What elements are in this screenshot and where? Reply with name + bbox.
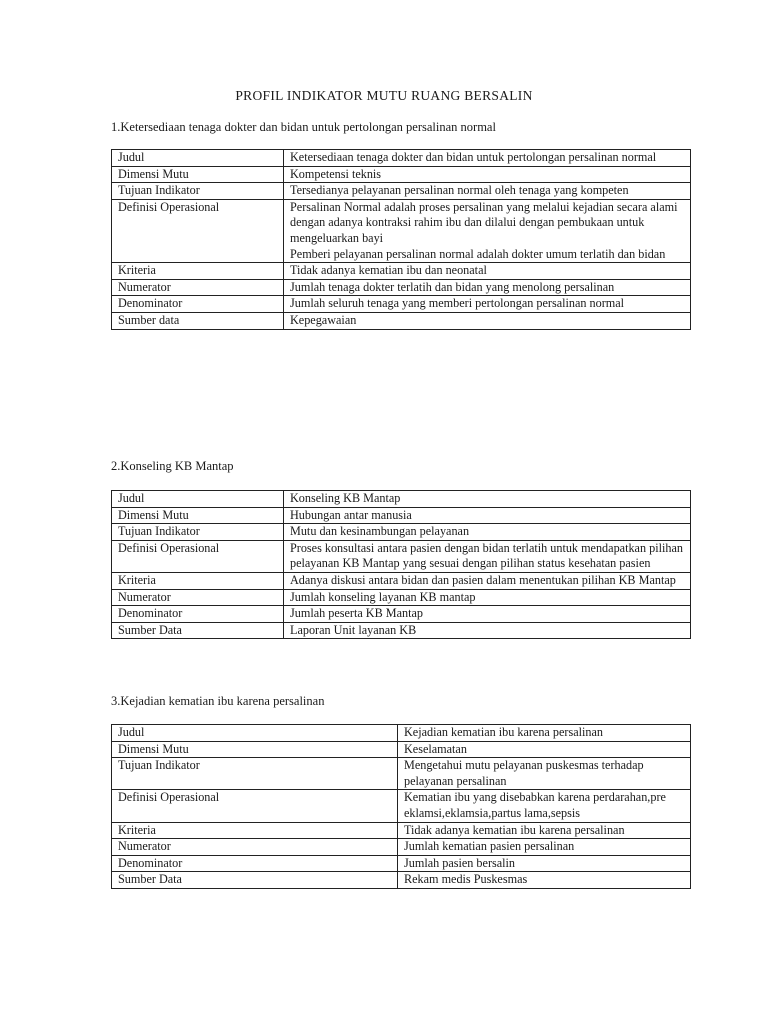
row-value: Tidak adanya kematian ibu dan neonatal	[284, 263, 691, 280]
row-label: Dimensi Mutu	[112, 741, 398, 758]
row-value: Kepegawaian	[284, 312, 691, 329]
table-row	[112, 279, 691, 296]
row-value: Mutu dan kesinambungan pelayanan	[284, 524, 691, 541]
row-value: Kejadian kematian ibu karena persalinan	[398, 725, 691, 742]
row-label: Judul	[112, 725, 398, 742]
row-label: Numerator	[112, 839, 398, 856]
table-row	[112, 491, 691, 508]
table-row	[112, 741, 691, 758]
section-heading-2: 2.Konseling KB Mantap	[111, 459, 234, 473]
document-title: PROFIL INDIKATOR MUTU RUANG BERSALIN	[235, 88, 533, 103]
row-value: Proses konsultasi antara pasien dengan bidan terlatih untuk mendapatkan pilihan pelayanan KB Mantap yang sesuai dengan pilihan status kesehatan pasien	[284, 540, 691, 572]
row-label: Dimensi Mutu	[112, 507, 284, 524]
table-row	[112, 150, 691, 167]
table-row	[112, 589, 691, 606]
table-row	[112, 790, 691, 822]
row-value: Jumlah seluruh tenaga yang memberi pertolongan persalinan normal	[284, 296, 691, 313]
row-label: Kriteria	[112, 822, 398, 839]
row-value: Persalinan Normal adalah proses persalinan yang melalui kejadian secara alami dengan adanya kontraksi rahim ibu dan dilalui dengan pembukaan untuk mengeluarkan bayi Pemberi pelayanan persalinan normal adalah dokter umum terlatih dan bidan	[284, 199, 691, 262]
row-label: Tujuan Indikator	[112, 524, 284, 541]
table-row	[112, 855, 691, 872]
row-label: Denominator	[112, 296, 284, 313]
row-value: Kompetensi teknis	[284, 166, 691, 183]
row-value: Keselamatan	[398, 741, 691, 758]
row-value: Kematian ibu yang disebabkan karena perdarahan,pre eklamsi,eklamsia,partus lama,sepsis	[398, 790, 691, 822]
table-row	[112, 524, 691, 541]
table-row	[112, 183, 691, 200]
row-label: Definisi Operasional	[112, 790, 398, 822]
row-value: Mengetahui mutu pelayanan puskesmas terhadap pelayanan persalinan	[398, 758, 691, 790]
row-label: Kriteria	[112, 572, 284, 589]
row-label: Sumber Data	[112, 872, 398, 889]
indicator-table-2	[111, 490, 691, 639]
row-label: Tujuan Indikator	[112, 758, 398, 790]
table-row	[112, 166, 691, 183]
table-row	[112, 296, 691, 313]
row-value: Jumlah kematian pasien persalinan	[398, 839, 691, 856]
row-label: Kriteria	[112, 263, 284, 280]
table-row	[112, 606, 691, 623]
row-label: Sumber data	[112, 312, 284, 329]
row-label: Denominator	[112, 855, 398, 872]
table-row	[112, 572, 691, 589]
row-label: Sumber Data	[112, 622, 284, 639]
row-value: Laporan Unit layanan KB	[284, 622, 691, 639]
row-label: Dimensi Mutu	[112, 166, 284, 183]
indicator-table-1	[111, 149, 691, 330]
row-value: Jumlah pasien bersalin	[398, 855, 691, 872]
table-row	[112, 758, 691, 790]
table-row	[112, 507, 691, 524]
table-row	[112, 822, 691, 839]
table-row	[112, 839, 691, 856]
row-value: Ketersediaan tenaga dokter dan bidan untuk pertolongan persalinan normal	[284, 150, 691, 167]
row-label: Denominator	[112, 606, 284, 623]
indicator-table-3	[111, 724, 691, 889]
section-heading-1: 1.Ketersediaan tenaga dokter dan bidan untuk pertolongan persalinan normal	[111, 120, 496, 134]
row-label: Definisi Operasional	[112, 199, 284, 262]
table-row	[112, 725, 691, 742]
row-value: Konseling KB Mantap	[284, 491, 691, 508]
table-row	[112, 622, 691, 639]
row-label: Numerator	[112, 589, 284, 606]
row-value: Jumlah peserta KB Mantap	[284, 606, 691, 623]
table-row	[112, 540, 691, 572]
row-value: Jumlah konseling layanan KB mantap	[284, 589, 691, 606]
row-label: Tujuan Indikator	[112, 183, 284, 200]
row-label: Definisi Operasional	[112, 540, 284, 572]
row-label: Judul	[112, 150, 284, 167]
table-row	[112, 199, 691, 262]
row-value: Hubungan antar manusia	[284, 507, 691, 524]
table-row	[112, 872, 691, 889]
table-row	[112, 312, 691, 329]
row-value: Adanya diskusi antara bidan dan pasien dalam menentukan pilihan KB Mantap	[284, 572, 691, 589]
row-value: Tersedianya pelayanan persalinan normal oleh tenaga yang kompeten	[284, 183, 691, 200]
row-label: Numerator	[112, 279, 284, 296]
section-heading-3: 3.Kejadian kematian ibu karena persalinan	[111, 694, 325, 708]
table-row	[112, 263, 691, 280]
row-value: Rekam medis Puskesmas	[398, 872, 691, 889]
row-value: Tidak adanya kematian ibu karena persalinan	[398, 822, 691, 839]
row-value: Jumlah tenaga dokter terlatih dan bidan yang menolong persalinan	[284, 279, 691, 296]
row-label: Judul	[112, 491, 284, 508]
